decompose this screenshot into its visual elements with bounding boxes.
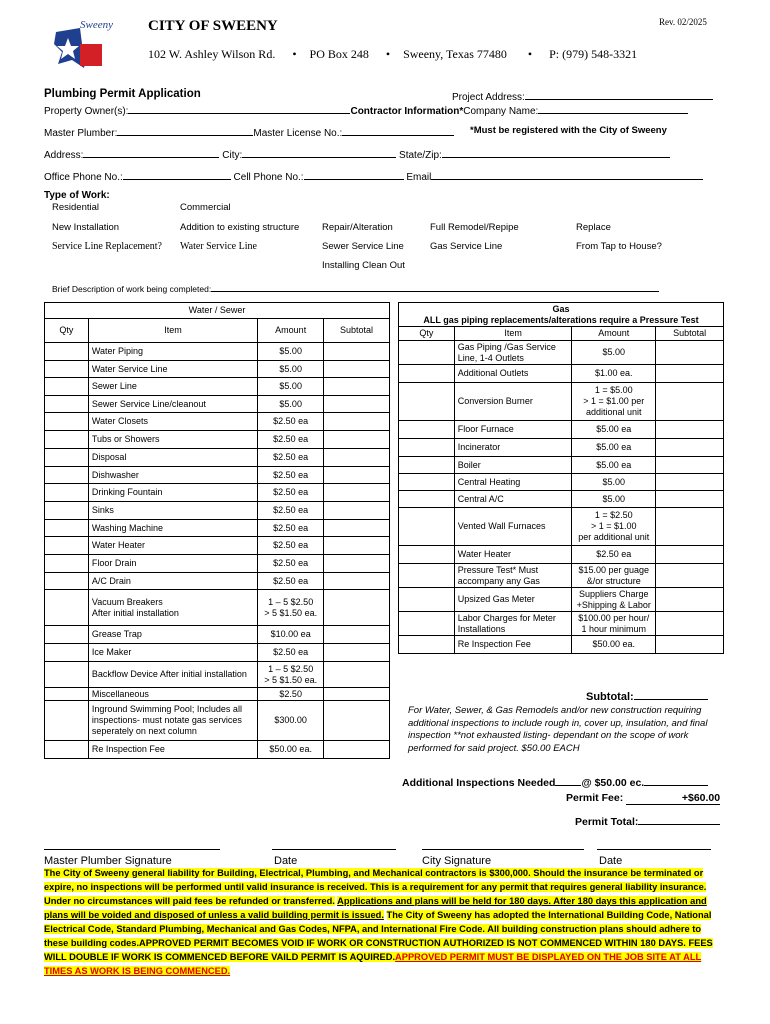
commercial-checkbox[interactable] [180, 202, 231, 213]
gas-subtotal-cell[interactable] [656, 383, 724, 421]
gas-item-cell: Conversion Burner [454, 383, 572, 421]
gas-subtotal-cell[interactable] [656, 612, 724, 636]
ws-subtotal-cell[interactable] [324, 741, 390, 759]
additional-inspections-field[interactable] [402, 775, 708, 789]
ws-subtotal-cell[interactable] [324, 361, 390, 378]
gas-subtotal-cell[interactable] [656, 508, 724, 546]
ws-item-header: Item [88, 319, 257, 343]
ws-qty-header: Qty [45, 319, 89, 343]
gas-item-cell: Pressure Test* Must accompany any Gas [454, 564, 572, 588]
ws-row [45, 626, 390, 644]
form-title: Plumbing Permit Application [44, 88, 201, 100]
ws-amount-cell: $2.50 ea [258, 644, 324, 662]
signature-line-city[interactable] [422, 849, 584, 850]
ws-amount-cell: 1 – 5 $2.50 > 5 $1.50 ea. [258, 590, 324, 626]
gas-item-cell: Boiler [454, 457, 572, 474]
ws-qty-cell[interactable] [45, 431, 89, 449]
ws-row [45, 662, 390, 688]
gas-title: Gas [552, 303, 570, 314]
ws-qty-cell[interactable] [45, 343, 89, 361]
master-plumber-label: Master Plumber: [44, 128, 118, 139]
signature-line-date2[interactable] [597, 849, 711, 850]
city-label: City: [222, 150, 243, 161]
gas-amount-cell: $15.00 per guage &/or structure [572, 564, 656, 588]
brief-description-label: Brief Description of work being completed: [52, 284, 212, 294]
ws-subtotal-cell[interactable] [324, 555, 390, 573]
ws-amount-cell: $2.50 ea [258, 573, 324, 590]
gas-subtotal-cell[interactable] [656, 491, 724, 508]
ws-item-cell: Washing Machine [88, 520, 257, 537]
gas-qty-cell[interactable] [399, 439, 455, 457]
ws-subtotal-cell[interactable] [324, 590, 390, 626]
ws-subtotal-cell[interactable] [324, 537, 390, 555]
ws-row [45, 413, 390, 431]
logo [50, 14, 113, 70]
replace-checkbox[interactable] [576, 222, 611, 233]
gas-item-header: Item [454, 327, 572, 341]
gas-qty-cell[interactable] [399, 588, 455, 612]
brief-description-field[interactable] [52, 283, 659, 294]
ws-item-cell: Miscellaneous [88, 688, 257, 701]
gas-item-cell: Incinerator [454, 439, 572, 457]
permit-fee-row [566, 792, 720, 805]
full-remodel-label: Full Remodel/Repipe [430, 222, 519, 233]
gas-row [399, 341, 724, 365]
bullet: • [292, 47, 297, 61]
installing-clean-out-label: Installing Clean Out [322, 260, 405, 271]
phone-row[interactable] [44, 169, 703, 183]
gas-row [399, 457, 724, 474]
replace-label: Replace [576, 222, 611, 233]
ws-item-cell: Sewer Line [88, 378, 257, 396]
ws-subtotal-cell[interactable] [324, 520, 390, 537]
ws-qty-cell[interactable] [45, 484, 89, 502]
gas-amount-cell: 1 = $5.00 > 1 = $1.00 per additional unit [572, 383, 656, 421]
gas-row [399, 612, 724, 636]
city-address [148, 47, 637, 62]
from-tap-checkbox[interactable] [576, 241, 662, 252]
gas-qty-header: Qty [399, 327, 455, 341]
from-tap-label: From Tap to House? [576, 241, 662, 252]
ws-item-cell: Backflow Device After initial installation [88, 662, 257, 688]
ws-amount-cell: $2.50 ea [258, 449, 324, 467]
gas-amount-cell: $100.00 per hour/ 1 hour minimum [572, 612, 656, 636]
ws-amount-cell: $2.50 ea [258, 555, 324, 573]
ws-qty-cell[interactable] [45, 688, 89, 701]
ws-row [45, 467, 390, 484]
gas-title-cell [399, 303, 724, 327]
rev: Rev. 02/2025 [659, 17, 707, 27]
gas-qty-cell[interactable] [399, 457, 455, 474]
project-address-field[interactable] [452, 89, 713, 103]
gas-row [399, 365, 724, 383]
permit-fee-value: +$60.00 [626, 792, 720, 805]
ws-item-cell: Ice Maker [88, 644, 257, 662]
ws-amount-cell: $5.00 [258, 361, 324, 378]
water-service-line-checkbox[interactable] [180, 241, 257, 252]
gas-item-cell: Gas Piping /Gas Service Line, 1-4 Outlets [454, 341, 572, 365]
remodel-note: For Water, Sewer, & Gas Remodels and/or new construction requiring additional inspections to include rough in, cover up, insulation, and final inspection **not exhausted listing- dependant on the scope of work performed for said project. $50.00 EACH [408, 705, 708, 754]
city-title: CITY OF SWEENY [148, 18, 278, 34]
full-remodel-checkbox[interactable] [430, 222, 519, 233]
ws-qty-cell[interactable] [45, 626, 89, 644]
ws-subtotal-cell[interactable] [324, 467, 390, 484]
ws-amount-cell: $2.50 ea [258, 484, 324, 502]
gas-subtotal-header: Subtotal [656, 327, 724, 341]
ws-qty-cell[interactable] [45, 396, 89, 413]
gas-subtitle: ALL gas piping replacements/alterations require a Pressure Test [423, 314, 699, 325]
ws-qty-cell[interactable] [45, 555, 89, 573]
ws-amount-cell: $5.00 [258, 343, 324, 361]
ws-qty-cell[interactable] [45, 573, 89, 590]
property-owner-field[interactable] [44, 103, 688, 117]
ws-amount-cell: $2.50 ea [258, 413, 324, 431]
ws-subtotal-cell[interactable] [324, 396, 390, 413]
ws-qty-cell[interactable] [45, 449, 89, 467]
ws-subtotal-cell[interactable] [324, 413, 390, 431]
ws-row [45, 537, 390, 555]
ws-row [45, 449, 390, 467]
project-address-label: Project Address: [452, 92, 525, 103]
property-owner-label: Property Owner(s): [44, 106, 129, 117]
installing-clean-out-checkbox[interactable] [322, 260, 405, 271]
ws-item-cell: Disposal [88, 449, 257, 467]
ws-qty-cell[interactable] [45, 520, 89, 537]
office-phone-label: Office Phone No.: [44, 172, 123, 183]
po-box: PO Box 248 [309, 47, 369, 61]
state-zip-label: State/Zip: [399, 150, 442, 161]
additional-rate: @ $50.00 ec. [581, 777, 645, 789]
gas-qty-cell[interactable] [399, 491, 455, 508]
water-service-line-label: Water Service Line [180, 241, 257, 252]
gas-item-cell: Re Inspection Fee [454, 636, 572, 654]
ws-amount-cell: $50.00 ea. [258, 741, 324, 759]
ws-subtotal-cell[interactable] [324, 626, 390, 644]
gas-amount-cell: $5.00 [572, 341, 656, 365]
ws-subtotal-header: Subtotal [324, 319, 390, 343]
ws-amount-cell: $2.50 ea [258, 467, 324, 484]
residential-label: Residential [52, 202, 99, 213]
gas-qty-cell[interactable] [399, 612, 455, 636]
ws-amount-cell: $2.50 ea [258, 431, 324, 449]
gas-amount-cell: $2.50 ea [572, 546, 656, 564]
repair-checkbox[interactable] [322, 222, 393, 233]
ws-amount-header: Amount [258, 319, 324, 343]
ws-qty-cell[interactable] [45, 467, 89, 484]
gas-item-cell: Vented Wall Furnaces [454, 508, 572, 546]
ws-qty-cell[interactable] [45, 413, 89, 431]
ws-subtotal-cell[interactable] [324, 449, 390, 467]
ws-item-cell: Water Service Line [88, 361, 257, 378]
notice-p2: Applications and plans will be held for 180 days. After 180 days this application and plans will be voided and disposed of unless a valid building permit is issued. [44, 896, 707, 920]
ws-qty-cell[interactable] [45, 502, 89, 520]
permit-fee-label: Permit Fee: [566, 792, 624, 804]
gas-qty-cell[interactable] [399, 365, 455, 383]
date2-label: Date [599, 855, 623, 867]
ws-item-cell: Inground Swimming Pool; Includes all inspections- must notate gas services seperately on next column [88, 701, 257, 741]
gas-qty-cell[interactable] [399, 474, 455, 491]
gas-item-cell: Central Heating [454, 474, 572, 491]
ws-row [45, 573, 390, 590]
addition-checkbox[interactable] [180, 222, 299, 233]
new-installation-label: New Installation [52, 222, 120, 233]
gas-item-cell: Upsized Gas Meter [454, 588, 572, 612]
notice-p3: The City of Sweeny has adopted the International Building Code, National Electrical Code, Standard Plumbing, Mechanical and Gas Codes, NFPA, and International Fire Code. All building construction plans should adhere to these building codes.APPROVED PERMIT BECOMES VOID IF WORK OR CONSTRUCTION AUTHORIZED IS NOT COMMENCED WITHIN 180 DAYS. FEES WILL DOUBLE IF WORK IS COMMENCED BEFORE VAILD PERMIT IS AQUIRED. [44, 910, 713, 962]
permit-total-field[interactable] [575, 814, 720, 828]
gas-row [399, 588, 724, 612]
ws-amount-cell: $2.50 ea [258, 537, 324, 555]
gas-qty-cell[interactable] [399, 341, 455, 365]
gas-row [399, 474, 724, 491]
residential-checkbox[interactable] [52, 202, 99, 213]
registered-note: *Must be registered with the City of Sweeny [470, 125, 667, 136]
gas-amount-cell: $5.00 [572, 491, 656, 508]
gas-subtotal-cell[interactable] [656, 546, 724, 564]
gas-qty-cell[interactable] [399, 564, 455, 588]
gas-subtotal-cell[interactable] [656, 636, 724, 654]
gas-subtotal-cell[interactable] [656, 588, 724, 612]
master-plumber-field[interactable] [44, 125, 454, 139]
cell-phone-label: Cell Phone No.: [233, 172, 304, 183]
ws-subtotal-cell[interactable] [324, 484, 390, 502]
ws-item-cell: Water Heater [88, 537, 257, 555]
gas-subtotal-cell[interactable] [656, 421, 724, 439]
gas-amount-cell: Suppliers Charge +Shipping & Labor [572, 588, 656, 612]
gas-amount-cell: $5.00 ea [572, 439, 656, 457]
address-row[interactable] [44, 147, 670, 161]
ws-item-cell: Sinks [88, 502, 257, 520]
ws-subtotal-cell[interactable] [324, 378, 390, 396]
gas-item-cell: Water Heater [454, 546, 572, 564]
ws-amount-cell: $5.00 [258, 378, 324, 396]
gas-amount-cell: $5.00 [572, 474, 656, 491]
water-sewer-title: Water / Sewer [45, 303, 390, 319]
gas-amount-header: Amount [572, 327, 656, 341]
ws-subtotal-cell[interactable] [324, 343, 390, 361]
ws-item-cell: Dishwasher [88, 467, 257, 484]
city-state-zip: Sweeny, Texas 77480 [403, 47, 507, 61]
gas-row [399, 421, 724, 439]
ws-row [45, 431, 390, 449]
ws-item-cell: A/C Drain [88, 573, 257, 590]
gas-qty-cell[interactable] [399, 383, 455, 421]
ws-qty-cell[interactable] [45, 644, 89, 662]
address-label: Address: [44, 150, 84, 161]
ws-row [45, 484, 390, 502]
phone: P: (979) 548-3321 [549, 47, 638, 61]
gas-item-cell: Floor Furnace [454, 421, 572, 439]
insurance-notice [44, 866, 724, 978]
gas-row [399, 546, 724, 564]
sewer-service-line-label: Sewer Service Line [322, 241, 404, 252]
gas-row [399, 439, 724, 457]
contractor-info-label: Contractor Information* [350, 106, 464, 117]
gas-item-cell: Labor Charges for Meter Installations [454, 612, 572, 636]
gas-qty-cell[interactable] [399, 636, 455, 654]
gas-subtotal-cell[interactable] [656, 457, 724, 474]
ws-item-cell: Water Closets [88, 413, 257, 431]
ws-row [45, 555, 390, 573]
ws-row [45, 502, 390, 520]
gas-row [399, 564, 724, 588]
additional-inspections-label: Additional Inspections Needed [402, 777, 556, 789]
gas-amount-cell: $50.00 ea. [572, 636, 656, 654]
gas-amount-cell: 1 = $2.50 > 1 = $1.00 per additional unit [572, 508, 656, 546]
ws-row [45, 688, 390, 701]
signature-line-date1[interactable] [272, 849, 396, 850]
gas-row [399, 636, 724, 654]
gas-qty-cell[interactable] [399, 546, 455, 564]
ws-amount-cell: $5.00 [258, 396, 324, 413]
ws-item-cell: Re Inspection Fee [88, 741, 257, 759]
commercial-label: Commercial [180, 202, 231, 213]
ws-item-cell: Vacuum Breakers After initial installation [88, 590, 257, 626]
ws-item-cell: Drinking Fountain [88, 484, 257, 502]
gas-row [399, 491, 724, 508]
gas-subtotal-cell[interactable] [656, 439, 724, 457]
subtotal-label: Subtotal: [586, 691, 634, 703]
ws-subtotal-cell[interactable] [324, 662, 390, 688]
notice-p4: APPROVED PERMIT MUST BE DISPLAYED ON THE JOB SITE AT ALL TIMES AS WORK IS BEING COMMENCED. [44, 952, 702, 976]
ws-qty-cell[interactable] [45, 361, 89, 378]
gas-qty-cell[interactable] [399, 421, 455, 439]
ws-qty-cell[interactable] [45, 378, 89, 396]
ws-row [45, 741, 390, 759]
ws-qty-cell[interactable] [45, 701, 89, 741]
ws-subtotal-cell[interactable] [324, 502, 390, 520]
gas-row [399, 383, 724, 421]
service-line-replacement-label: Service Line Replacement? [52, 241, 162, 252]
gas-subtotal-cell[interactable] [656, 474, 724, 491]
gas-item-cell: Central A/C [454, 491, 572, 508]
gas-qty-cell[interactable] [399, 508, 455, 546]
ws-row [45, 701, 390, 741]
ws-amount-cell: $2.50 [258, 688, 324, 701]
gas-table [398, 302, 724, 654]
gas-service-line-label: Gas Service Line [430, 241, 503, 252]
ws-row [45, 343, 390, 361]
bullet: • [527, 47, 533, 61]
permit-total-label: Permit Total: [575, 816, 639, 828]
ws-qty-cell[interactable] [45, 590, 89, 626]
gas-item-cell: Additional Outlets [454, 365, 572, 383]
signature-line-plumber[interactable] [44, 849, 220, 850]
ws-row [45, 520, 390, 537]
new-installation-checkbox[interactable] [52, 222, 119, 233]
gas-amount-cell: $1.00 ea. [572, 365, 656, 383]
street: 102 W. Ashley Wilson Rd. [148, 47, 276, 61]
ws-item-cell: Sewer Service Line/cleanout [88, 396, 257, 413]
ws-row [45, 378, 390, 396]
bullet: • [385, 47, 391, 61]
logo-text: Sweeny [80, 19, 113, 31]
ws-amount-cell: $10.00 ea [258, 626, 324, 644]
ws-item-cell: Grease Trap [88, 626, 257, 644]
city-signature-label: City Signature [422, 855, 492, 867]
ws-item-cell: Floor Drain [88, 555, 257, 573]
ws-subtotal-cell[interactable] [324, 573, 390, 590]
gas-amount-cell: $5.00 ea [572, 457, 656, 474]
gas-subtotal-cell[interactable] [656, 341, 724, 365]
ws-row [45, 361, 390, 378]
sewer-service-line-checkbox[interactable] [322, 241, 404, 252]
gas-service-line-checkbox[interactable] [430, 241, 502, 252]
ws-subtotal-cell[interactable] [324, 644, 390, 662]
notice-p1: The City of Sweeny general liability for Building, Electrical, Plumbing, and Mechanical contractors is $300,000. Should the insurance be terminated or expire, no inspections will be performed until valid insurance is received. This is a requirement for any permit that requires general liability insurance. Under no circumstances will paid fees be refunded or transferred. [44, 868, 707, 906]
ws-qty-cell[interactable] [45, 537, 89, 555]
ws-subtotal-cell[interactable] [324, 431, 390, 449]
addition-label: Addition to existing structure [180, 222, 300, 233]
ws-amount-cell: $300.00 [258, 701, 324, 741]
type-of-work-label: Type of Work: [44, 190, 110, 201]
date1-label: Date [274, 855, 298, 867]
gas-subtotal-cell[interactable] [656, 365, 724, 383]
email-label: Email [406, 172, 432, 183]
gas-amount-cell: $5.00 ea [572, 421, 656, 439]
ws-qty-cell[interactable] [45, 741, 89, 759]
gas-subtotal-cell[interactable] [656, 564, 724, 588]
ws-amount-cell: $2.50 ea [258, 502, 324, 520]
master-plumber-signature-label: Master Plumber Signature [44, 855, 172, 867]
ws-row [45, 644, 390, 662]
company-name-label: Company Name: [463, 106, 539, 117]
ws-subtotal-cell[interactable] [324, 701, 390, 741]
gas-row [399, 508, 724, 546]
ws-subtotal-cell[interactable] [324, 688, 390, 701]
ws-amount-cell: 1 – 5 $2.50 > 5 $1.50 ea. [258, 662, 324, 688]
ws-qty-cell[interactable] [45, 662, 89, 688]
repair-label: Repair/Alteration [322, 222, 393, 233]
ws-item-cell: Water Piping [88, 343, 257, 361]
ws-row [45, 590, 390, 626]
water-sewer-table [44, 302, 390, 759]
ws-item-cell: Tubs or Showers [88, 431, 257, 449]
ws-amount-cell: $2.50 ea [258, 520, 324, 537]
master-license-label: Master License No.: [253, 128, 343, 139]
ws-row [45, 396, 390, 413]
subtotal-field[interactable] [586, 689, 708, 703]
